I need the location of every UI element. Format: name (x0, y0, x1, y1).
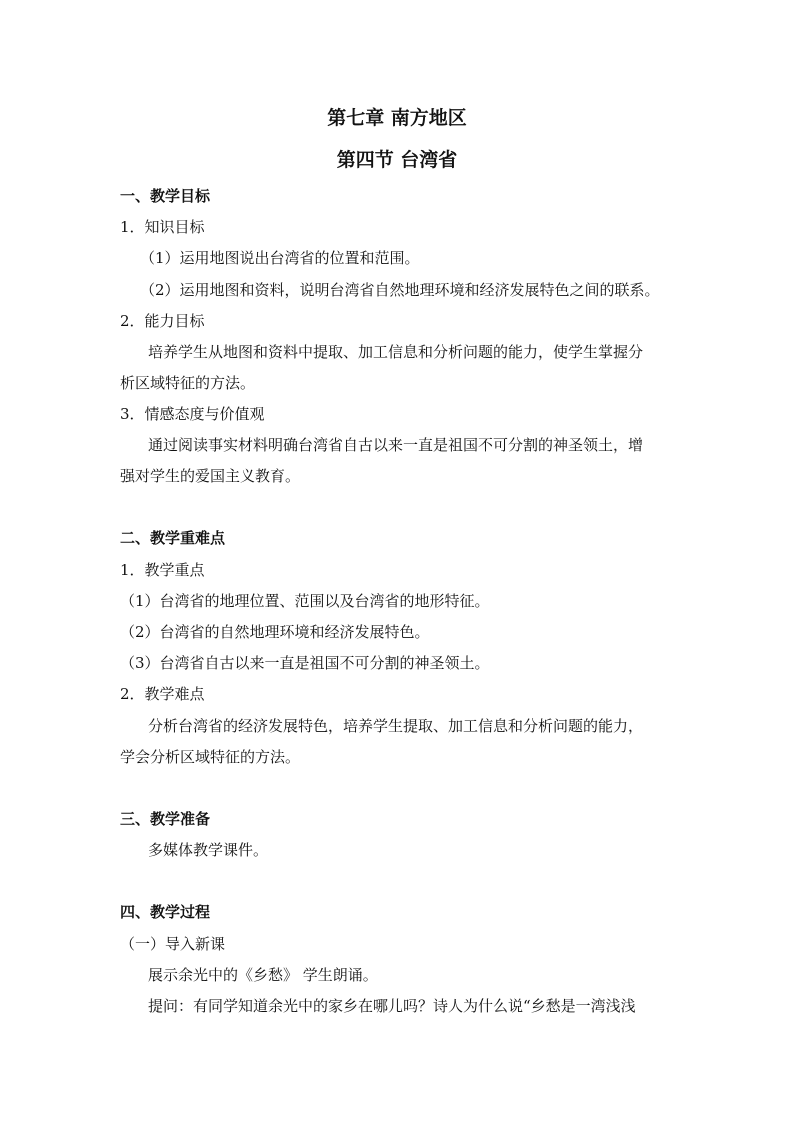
objective-knowledge-line-2: （2）运用地图和资料，说明台湾省自然地理环境和经济发展特色之间的联系。 (140, 281, 660, 299)
difficult-points-label: 2．教学难点 (120, 685, 205, 703)
objective-knowledge-label: 1．知识目标 (120, 218, 205, 236)
key-point-2: （2）台湾省的自然地理环境和经济发展特色。 (120, 623, 430, 641)
process-line-1: 展示余光中的《乡愁》 学生朗诵。 (148, 966, 378, 984)
section-heading-preparation: 三、教学准备 (120, 810, 211, 828)
key-point-3: （3）台湾省自古以来一直是祖国不可分割的神圣领土。 (120, 654, 490, 672)
difficult-point-line-1: 分析台湾省的经济发展特色，培养学生提取、加工信息和分析问题的能力， (148, 717, 644, 735)
objective-knowledge-line-1: （1）运用地图说出台湾省的位置和范围。 (140, 249, 420, 267)
objective-ability-label: 2．能力目标 (120, 312, 205, 330)
process-subheading-intro: （一）导入新课 (120, 935, 226, 953)
objective-attitude-line-2: 强对学生的爱国主义教育。 (120, 467, 301, 485)
objective-ability-line-2: 析区域特征的方法。 (120, 374, 256, 392)
difficult-point-line-2: 学会分析区域特征的方法。 (120, 748, 301, 766)
objective-attitude-line-1: 通过阅读事实材料明确台湾省自古以来一直是祖国不可分割的神圣领土，增 (148, 436, 644, 454)
objective-attitude-label: 3．情感态度与价值观 (120, 405, 265, 423)
key-points-label: 1．教学重点 (120, 561, 205, 579)
objective-ability-line-1: 培养学生从地图和资料中提取、加工信息和分析问题的能力，使学生掌握分 (148, 343, 644, 361)
section-title: 第四节 台湾省 (336, 149, 458, 171)
section-heading-process: 四、教学过程 (120, 903, 211, 921)
key-point-1: （1）台湾省的地理位置、范围以及台湾省的地形特征。 (120, 592, 490, 610)
section-heading-key-points: 二、教学重难点 (120, 529, 226, 547)
process-line-2: 提问：有同学知道余光中的家乡在哪儿吗？诗人为什么说“乡愁是一湾浅浅 (148, 997, 636, 1015)
chapter-title: 第七章 南方地区 (327, 107, 467, 129)
preparation-line-1: 多媒体教学课件。 (148, 841, 269, 859)
section-heading-objectives: 一、教学目标 (120, 187, 211, 205)
